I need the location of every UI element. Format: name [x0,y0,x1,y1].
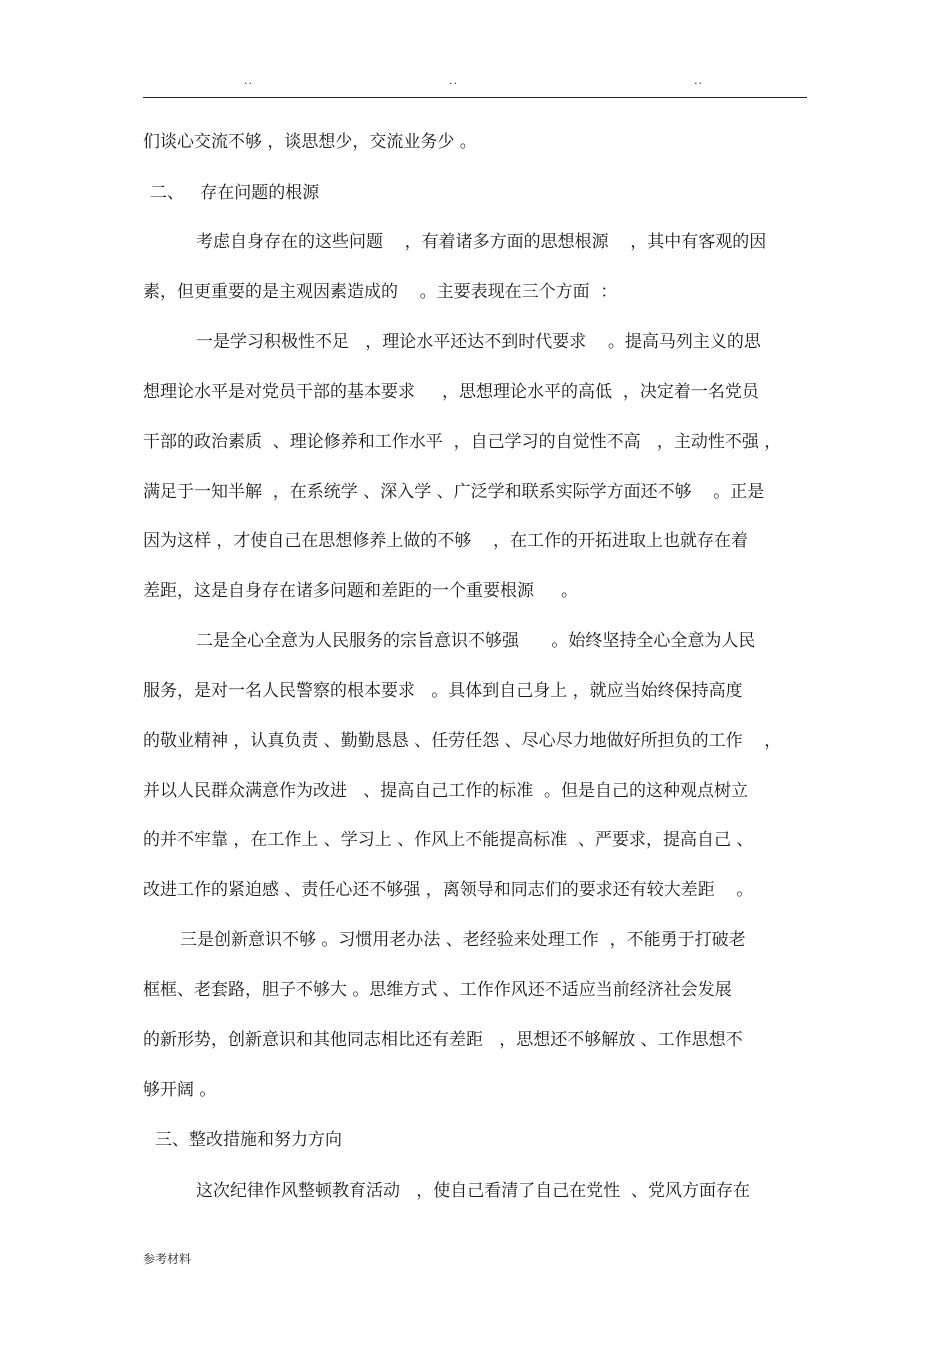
text-line: 因为这样 ，才使自己在思想修养上做的不够 ，在工作的开拓进取上也就存在着 [143,531,749,551]
page-header [0,74,950,94]
page-footer: 参考材料 [143,1252,192,1266]
text-line: 并以人民群众满意作为改进 、提高自己工作的标准 。但是自己的这种观点树立 [143,781,749,801]
text-line: 这次纪律作风整顿教育活动 ，使自己看清了自己在党性 、党风方面存在 [196,1181,751,1201]
text-line: 够开阔 。 [143,1080,217,1100]
text-line: 框框、老套路，胆子不够大 。思维方式 、工作作风还不适应当前经济社会发展 [143,980,732,1000]
text-line: 三是创新意识不够 。习惯用老办法 、老经验来处理工作 ，不能勇于打破老 [180,930,746,950]
text-line: 满足于一知半解 ，在系统学 、深入学 、广泛学和联系实际学方面还不够 。正是 [143,482,765,502]
text-line: 的新形势，创新意识和其他同志相比还有差距 ，思想还不够解放 、工作思想不 [143,1030,743,1050]
text-line: 素，但更重要的是主观因素造成的 。主要表现在三个方面 ： [143,282,618,302]
section-heading: 二、 存在问题的根源 [150,183,320,203]
text-line: 的敬业精神 ，认真负责 、勤勤恳恳 、任劳任怨 、尽心尽力地做好所担负的工作 ， [143,731,782,751]
text-line: 想理论水平是对党员干部的基本要求 ，思想理论水平的高低 ，决定着一名党员 [143,382,759,402]
header-rule [143,97,807,98]
text-line: 服务，是对一名人民警察的根本要求 。具体到自己身上 ，就应当始终保持高度 [143,681,743,701]
header-mark: .. [694,74,703,87]
section-heading: 三、整改措施和努力方向 [155,1130,342,1150]
text-line: 差距，这是自身存在诸多问题和差距的一个重要根源 。 [143,581,579,601]
text-line: 一是学习积极性不足 ，理论水平还达不到时代要求 。提高马列主义的思 [196,332,761,352]
text-line: 的并不牢靠 ，在工作上 、学习上 、作风上不能提高标准 、严要求，提高自己 、 [143,830,754,850]
text-line: 二是全心全意为人民服务的宗旨意识不够强 。始终坚持全心全意为人民 [196,631,756,651]
header-mark: .. [244,74,253,87]
header-mark: .. [449,74,458,87]
text-line: 们谈心交流不够 ，谈思想少，交流业务少 。 [143,132,477,152]
text-line: 改进工作的紧迫感 、责任心还不够强 ，离领导和同志们的要求还有较大差距 。 [143,880,754,900]
text-line: 干部的政治素质 、理论修养和工作水平 ，自己学习的自觉性不高 ，主动性不强 ， [143,432,782,452]
text-line: 考虑自身存在的这些问题 ，有着诸多方面的思想根源 ，其中有客观的因 [196,232,767,252]
